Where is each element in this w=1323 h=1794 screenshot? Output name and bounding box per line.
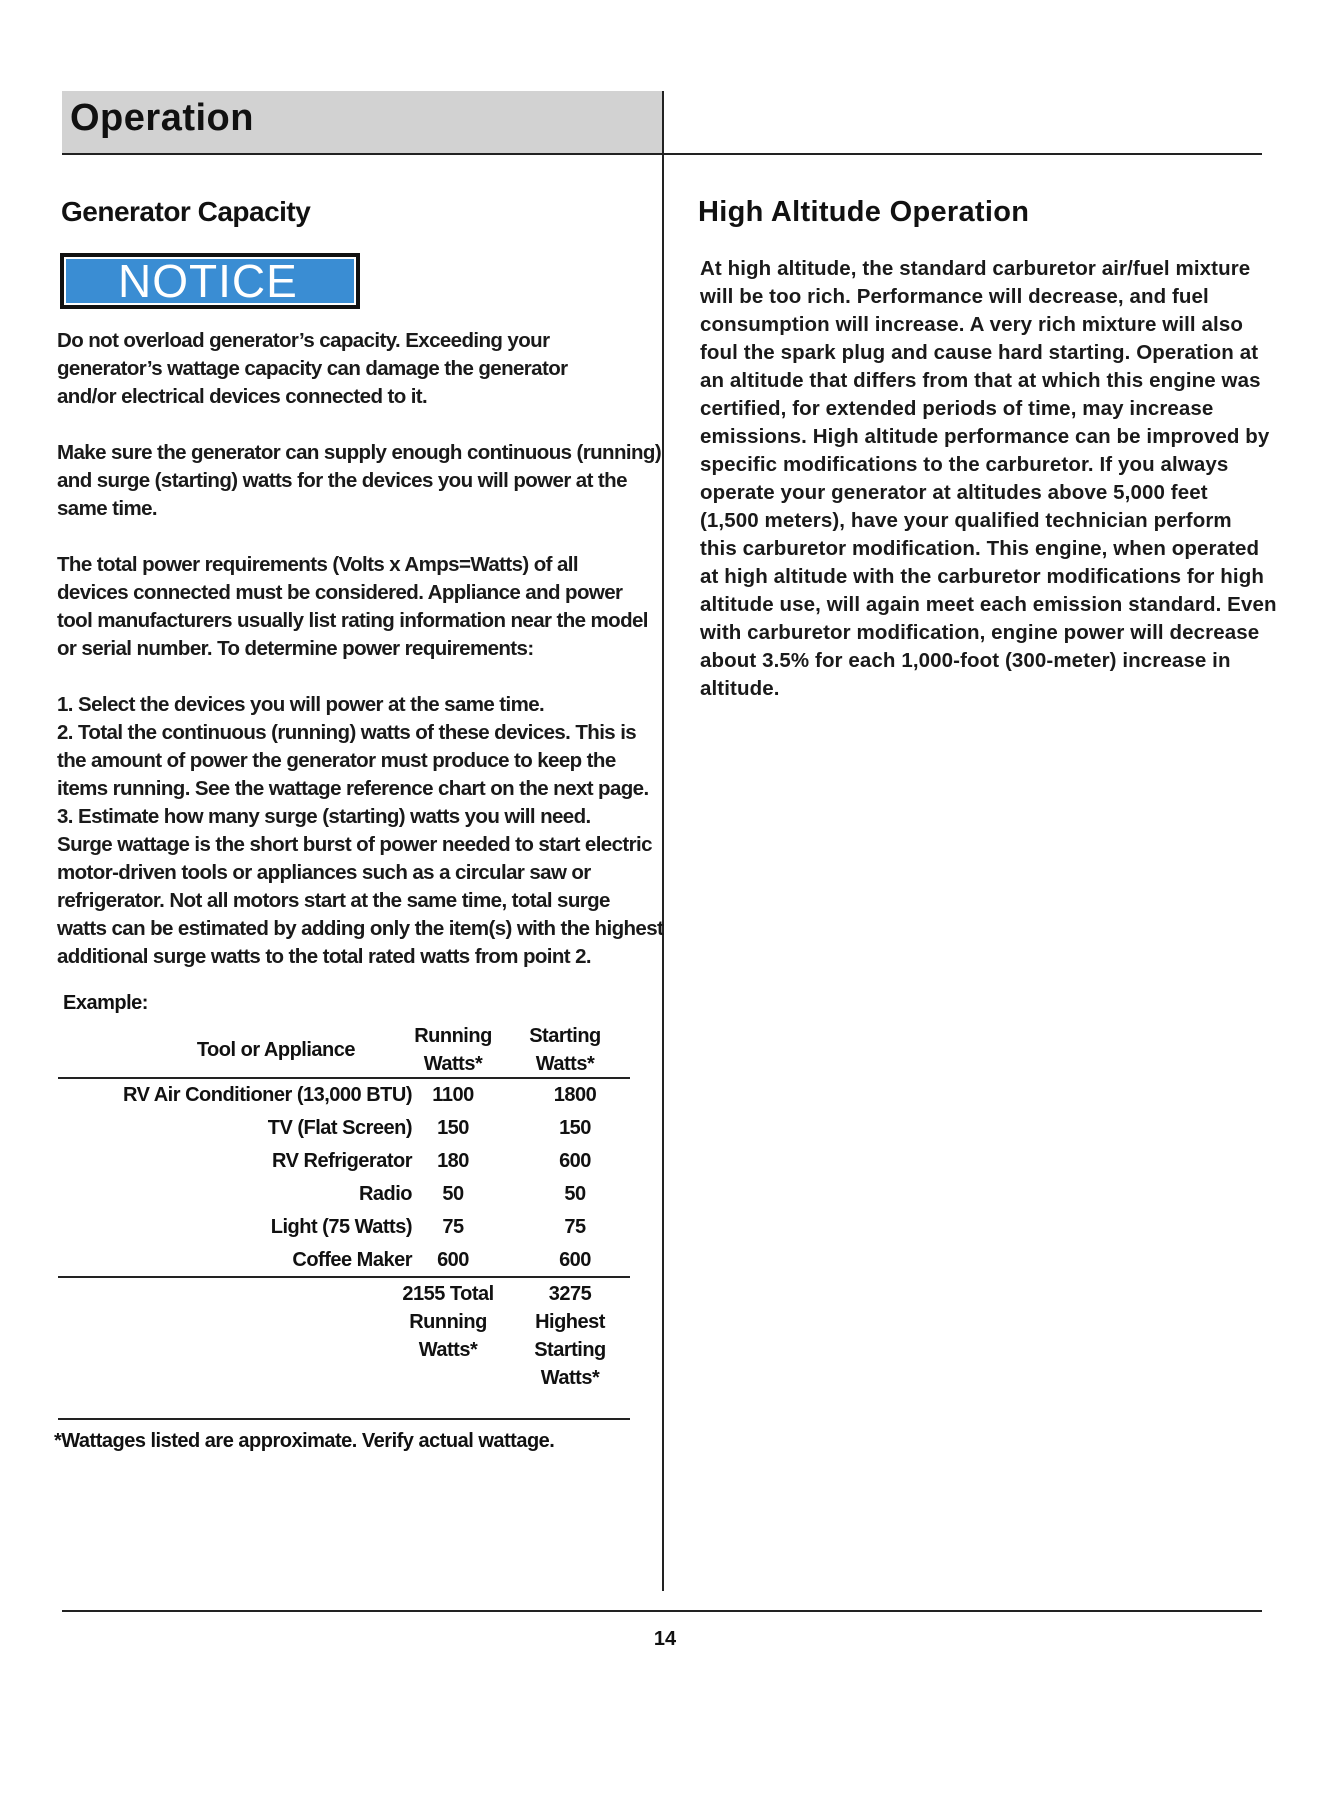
starting-watts: 150 (559, 1117, 591, 1139)
starting-watts: 75 (564, 1216, 586, 1238)
appliance-name: RV Air Conditioner (13,000 BTU) (123, 1084, 412, 1106)
steps-paragraph: 1. Select the devices you will power at the same time. 2. Total the continuous (running) watts of these devices. This is the amount of power the generator must produce to keep the items running. See the wattage reference chart on the next page. 3. Estimate how many surge (starting) watts you will need. Surge wattage is the short burst of power needed to start electric motor-driven tools or appliances such as a circular saw or refrigerator. Not all motors start at the same time, total surge watts can be estimated by adding only the item(s) with the highest additional surge watts to the total rated watts from point 2. (57, 693, 664, 968)
appliance-name: Light (75 Watts) (270, 1216, 412, 1238)
table-row (58, 1183, 630, 1216)
table-bottom-rule (58, 1418, 630, 1420)
appliance-name: Radio (358, 1183, 412, 1205)
wattage-footnote: *Wattages listed are approximate. Verify actual wattage. (54, 1430, 555, 1452)
notice-label: NOTICE (64, 257, 356, 305)
running-watts: 180 (437, 1150, 469, 1172)
starting-watts: 600 (559, 1249, 591, 1271)
starting-watts: 50 (564, 1183, 586, 1205)
starting-watts: 1800 (553, 1084, 597, 1106)
overload-warning-paragraph: Do not overload generator’s capacity. Exceeding your generator’s wattage capacity can damage the generator and/or electrical devices connected to it. (57, 329, 568, 408)
example-label: Example: (63, 992, 148, 1014)
running-watts: 150 (437, 1117, 469, 1139)
page-number: 14 (653, 1628, 677, 1650)
table-header-rule (58, 1077, 630, 1079)
appliance-name: TV (Flat Screen) (267, 1117, 412, 1139)
table-row (58, 1117, 630, 1150)
table-row (58, 1216, 630, 1249)
column-header-running: Running Watts* (414, 1025, 492, 1075)
running-watts: 600 (437, 1249, 469, 1271)
notice-banner (60, 253, 360, 309)
appliance-name: Coffee Maker (292, 1249, 412, 1271)
running-watts: 1100 (432, 1084, 474, 1106)
section-header (62, 91, 662, 153)
footer-rule (62, 1610, 1262, 1612)
column-header-starting: Starting Watts* (529, 1025, 601, 1075)
power-requirements-paragraph: The total power requirements (Volts x Amps=Watts) of all devices connected must be considered. Appliance and power tool manufacturers usually list rating information near the model or serial number. To determine power requirements: (57, 553, 648, 660)
starting-watts: 600 (559, 1150, 591, 1172)
appliance-name: RV Refrigerator (272, 1150, 412, 1172)
table-row (58, 1150, 630, 1183)
generator-capacity-heading: Generator Capacity (61, 196, 311, 227)
column-header-tool: Tool or Appliance (196, 1039, 355, 1061)
highest-starting-watts: 3275 Highest Starting Watts* (534, 1283, 606, 1389)
running-watts: 50 (442, 1183, 464, 1205)
table-total-rule (58, 1276, 630, 1278)
page-title: Operation (70, 97, 254, 139)
running-watts: 75 (442, 1216, 464, 1238)
table-row (58, 1084, 630, 1117)
high-altitude-paragraph: At high altitude, the standard carburetor air/fuel mixture will be too rich. Performance will decrease, and fuel consumption will increase. A very rich mixture will also foul the spark plug and cause hard starting. Operation at an altitude that differs from that at which this engine was certified, for extended periods of time, may increase emissions. High altitude performance can be improved by specific modifications to the carburetor. If you always operate your generator at altitudes above 5,000 feet (1,500 meters), have your qualified technician perform this carburetor modification. This engine, when operated at high altitude with the carburetor modifications for high altitude use, will again meet each emission standard. Even with carburetor modification, engine power will decrease about 3.5% for each 1,000-foot (300-meter) increase in altitude. (700, 257, 1277, 700)
supply-watts-paragraph: Make sure the generator can supply enough continuous (running) and surge (starting) watts for the devices you will power at the same time. (57, 441, 662, 520)
total-running-watts: 2155 Total Running Watts* (402, 1283, 494, 1361)
high-altitude-heading: High Altitude Operation (698, 196, 1030, 228)
